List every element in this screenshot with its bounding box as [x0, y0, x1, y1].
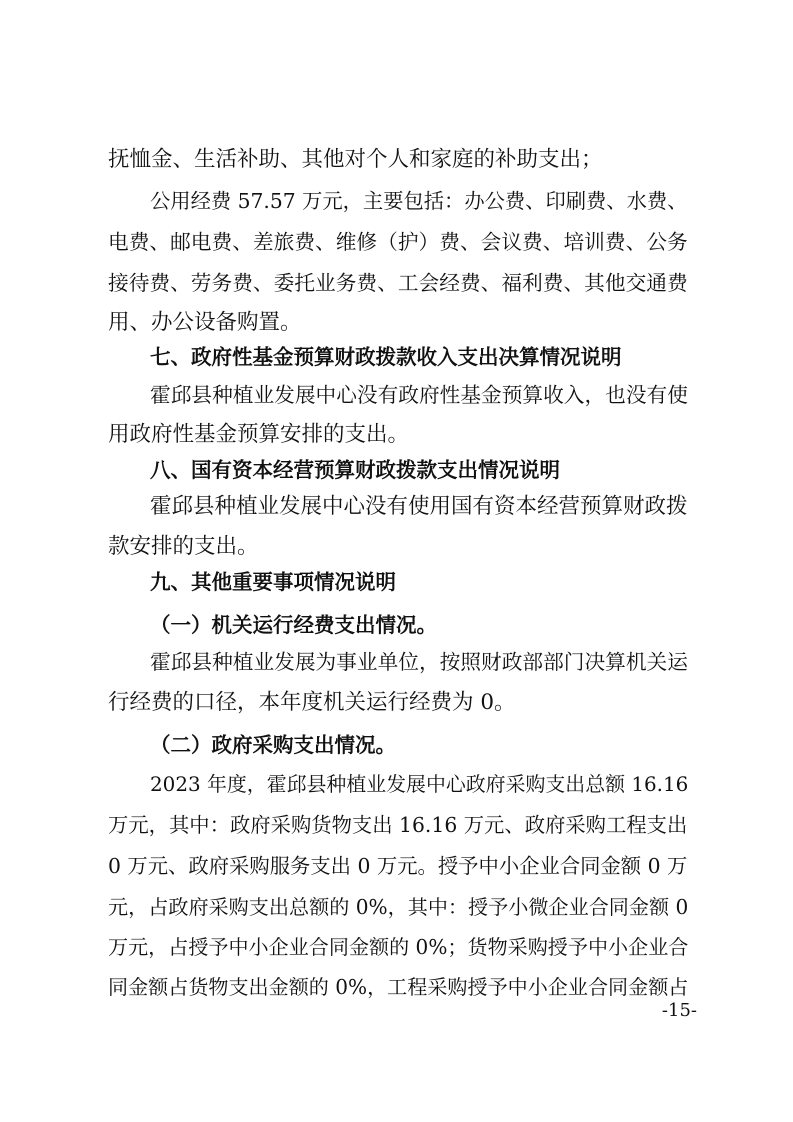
body-line: 霍邱县种植业发展为事业单位，按照财政部部门决算机关运 — [150, 650, 688, 674]
body-line: 行经费的口径，本年度机关运行经费为 0。 — [108, 690, 516, 715]
body-line: 电费、邮电费、差旅费、维修（护）费、会议费、培训费、公务 — [108, 230, 688, 254]
body-line: 公用经费 57.57 万元，主要包括：办公费、印刷费、水费、 — [150, 189, 688, 213]
body-line: 抚恤金、生活补助、其他对个人和家庭的补助支出； — [108, 147, 603, 172]
section-heading-8: 八、国有资本经营预算财政拨款支出情况说明 — [150, 458, 560, 482]
body-line: 接待费、劳务费、委托业务费、工会经费、福利费、其他交通费 — [108, 271, 688, 295]
body-line: 霍邱县种植业发展中心没有政府性基金预算收入，也没有使 — [150, 383, 688, 407]
body-line: 万元，占授予中小企业合同金额的 0%；货物采购授予中小企业合 — [108, 935, 689, 959]
body-line: 用政府性基金预算安排的支出。 — [108, 422, 410, 447]
page-number: -15- — [661, 1000, 697, 1021]
body-line: 元，占政府采购支出总额的 0%，其中：授予小微企业合同金额 0 — [108, 895, 689, 919]
subsection-heading-2: （二）政府采购支出情况。 — [150, 733, 396, 757]
body-line: 霍邱县种植业发展中心没有使用国有资本经营预算财政拨 — [150, 494, 688, 519]
body-line: 款安排的支出。 — [108, 534, 259, 559]
section-heading-9: 九、其他重要事项情况说明 — [150, 570, 396, 594]
body-line: 万元，其中：政府采购货物支出 16.16 万元、政府采购工程支出 — [108, 813, 688, 837]
body-line: 2023 年度，霍邱县种植业发展中心政府采购支出总额 16.16 — [150, 773, 689, 796]
subsection-heading-1: （一）机关运行经费支出情况。 — [150, 613, 437, 637]
body-line: 0 万元、政府采购服务支出 0 万元。授予中小企业合同金额 0 万 — [108, 854, 688, 878]
body-line: 用、办公设备购置。 — [108, 310, 302, 335]
section-heading-7: 七、政府性基金预算财政拨款收入支出决算情况说明 — [150, 345, 622, 369]
body-line: 同金额占货物支出金额的 0%，工程采购授予中小企业合同金额占 — [108, 975, 689, 999]
